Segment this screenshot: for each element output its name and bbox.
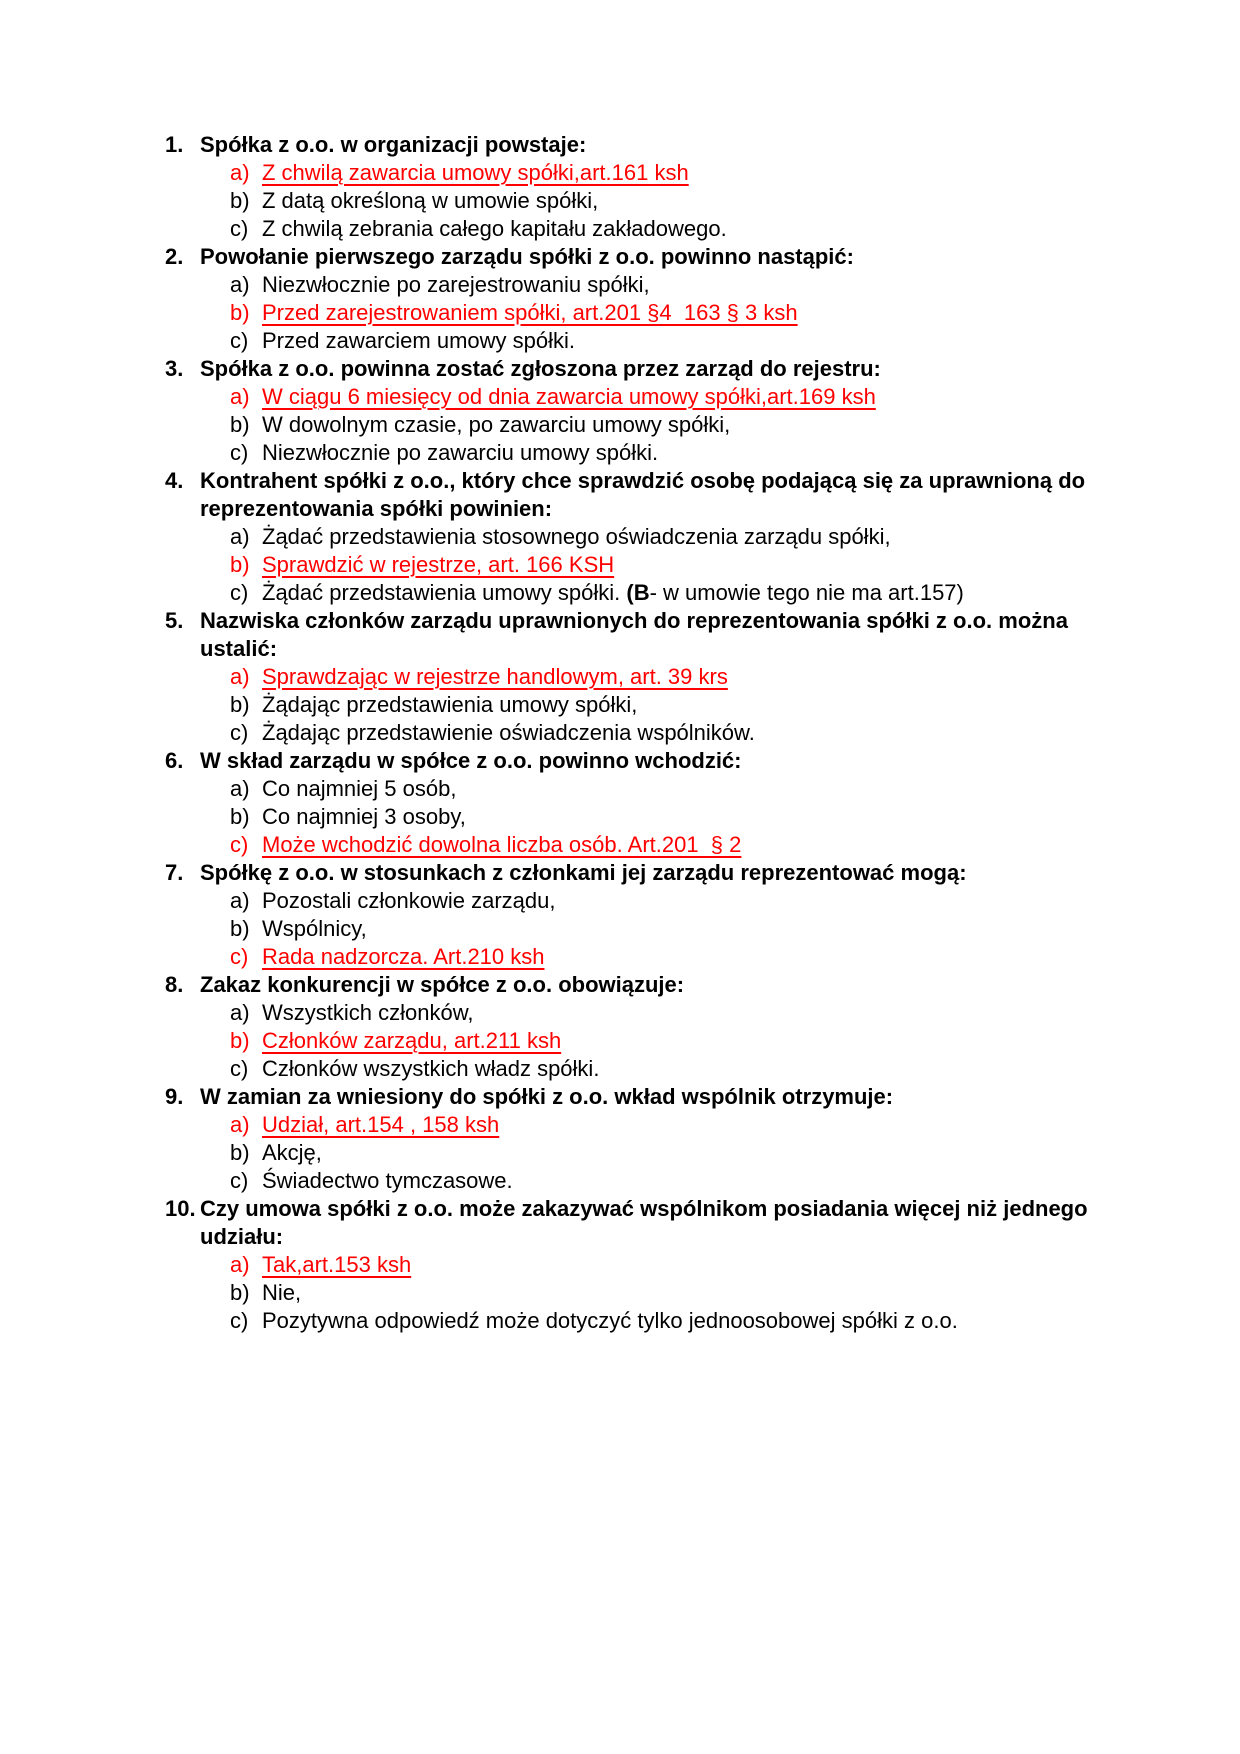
question-number: 1. bbox=[165, 132, 184, 157]
answer-text-part: Nie, bbox=[262, 1280, 302, 1305]
question-item bbox=[165, 355, 1090, 467]
answer-row bbox=[165, 215, 1090, 243]
question-text: Powołanie pierwszego zarządu spółki z o.o. powinno nastąpić: bbox=[200, 244, 854, 269]
question-row bbox=[165, 243, 1090, 271]
question-item bbox=[165, 243, 1090, 355]
answer-letter: b) bbox=[230, 412, 250, 437]
answer-text bbox=[262, 663, 1090, 691]
answer-letter: c) bbox=[230, 440, 249, 465]
answer-text-part: Członków zarządu, art.211 ksh bbox=[262, 1028, 562, 1053]
question-item bbox=[165, 971, 1090, 1083]
answer-text bbox=[262, 831, 1090, 859]
answer-text-part: Żądając przedstawienia umowy spółki, bbox=[262, 692, 638, 717]
answer-row bbox=[165, 1279, 1090, 1307]
answer-row bbox=[165, 187, 1090, 215]
question-number: 9. bbox=[165, 1084, 184, 1109]
answer-letter: b) bbox=[230, 188, 250, 213]
answer-text bbox=[262, 439, 1090, 467]
answer-text-part: Sprawdzić w rejestrze, art. 166 KSH bbox=[262, 552, 615, 577]
answer-row bbox=[165, 691, 1090, 719]
answer-text-part: Niezwłocznie po zawarciu umowy spółki. bbox=[262, 440, 659, 465]
question-item bbox=[165, 607, 1090, 747]
answer-letter: b) bbox=[230, 552, 250, 577]
question-number: 3. bbox=[165, 356, 184, 381]
question-text: W zamian za wniesiony do spółki z o.o. wkład wspólnik otrzymuje: bbox=[200, 1084, 894, 1109]
answer-letter: b) bbox=[230, 1140, 250, 1165]
answer-letter: b) bbox=[230, 1028, 250, 1053]
question-item bbox=[165, 131, 1090, 243]
question-text: Kontrahent spółki z o.o., który chce sprawdzić osobę podającą się za uprawnioną do reprezentowania spółki powinien: bbox=[200, 468, 1086, 521]
answer-row-correct bbox=[165, 383, 1090, 411]
question-row bbox=[165, 971, 1090, 999]
answer-row bbox=[165, 411, 1090, 439]
answer-text bbox=[262, 523, 1090, 551]
answer-row bbox=[165, 999, 1090, 1027]
answer-row bbox=[165, 1055, 1090, 1083]
answer-text bbox=[262, 383, 1090, 411]
answer-row-correct bbox=[165, 1111, 1090, 1139]
answer-row-correct bbox=[165, 159, 1090, 187]
answer-text bbox=[262, 1027, 1090, 1055]
answer-letter: a) bbox=[230, 160, 250, 185]
answer-text bbox=[262, 327, 1090, 355]
question-text: Spółka z o.o. powinna zostać zgłoszona przez zarząd do rejestru: bbox=[200, 356, 881, 381]
question-text: Spółka z o.o. w organizacji powstaje: bbox=[200, 132, 587, 157]
answer-text-part: Przed zawarciem umowy spółki. bbox=[262, 328, 575, 353]
answer-row-correct bbox=[165, 1027, 1090, 1055]
answer-letter: c) bbox=[230, 832, 249, 857]
answer-row-correct bbox=[165, 299, 1090, 327]
answer-text bbox=[262, 215, 1090, 243]
answer-text-part: Pozytywna odpowiedź może dotyczyć tylko jednoosobowej spółki z o.o. bbox=[262, 1308, 958, 1333]
answer-text-part: Z chwilą zawarcia umowy spółki,art.161 ksh bbox=[262, 160, 689, 185]
answer-text-part: Tak,art.153 ksh bbox=[262, 1252, 412, 1277]
answer-letter: c) bbox=[230, 944, 249, 969]
question-number: 5. bbox=[165, 608, 184, 633]
question-text: Nazwiska członków zarządu uprawnionych do reprezentowania spółki z o.o. można ustalić: bbox=[200, 608, 1068, 661]
answer-row bbox=[165, 915, 1090, 943]
answer-row bbox=[165, 327, 1090, 355]
answer-letter: a) bbox=[230, 524, 250, 549]
question-row bbox=[165, 607, 1090, 663]
question-number: 10. bbox=[165, 1196, 196, 1221]
answer-row bbox=[165, 887, 1090, 915]
question-item bbox=[165, 747, 1090, 859]
answer-text bbox=[262, 691, 1090, 719]
question-row bbox=[165, 1083, 1090, 1111]
answer-letter: b) bbox=[230, 916, 250, 941]
answer-letter: a) bbox=[230, 1000, 250, 1025]
question-row bbox=[165, 355, 1090, 383]
answer-row bbox=[165, 803, 1090, 831]
answer-text-part: Może wchodzić dowolna liczba osób. Art.201 § 2 bbox=[262, 832, 742, 857]
answer-letter: b) bbox=[230, 300, 250, 325]
answer-row bbox=[165, 1139, 1090, 1167]
answer-text bbox=[262, 1251, 1090, 1279]
answer-text-part: Członków wszystkich władz spółki. bbox=[262, 1056, 600, 1081]
answer-letter: c) bbox=[230, 1308, 249, 1333]
answer-text-part: Żądać przedstawienia umowy spółki. bbox=[262, 580, 627, 605]
answer-letter: c) bbox=[230, 720, 249, 745]
answer-letter: a) bbox=[230, 384, 250, 409]
answer-letter: c) bbox=[230, 216, 249, 241]
answer-letter: c) bbox=[230, 1056, 249, 1081]
answer-row bbox=[165, 439, 1090, 467]
answer-text bbox=[262, 271, 1090, 299]
answer-text-bold-part: (B bbox=[626, 580, 650, 605]
answer-text bbox=[262, 579, 1090, 607]
answer-text bbox=[262, 1111, 1090, 1139]
answer-letter: a) bbox=[230, 888, 250, 913]
answer-text-part: - w umowie tego nie ma art.157) bbox=[649, 580, 964, 605]
answer-text-part: Wspólnicy, bbox=[262, 916, 367, 941]
answer-text bbox=[262, 159, 1090, 187]
answer-text bbox=[262, 943, 1090, 971]
question-row bbox=[165, 467, 1090, 523]
answer-text bbox=[262, 1055, 1090, 1083]
answer-text bbox=[262, 719, 1090, 747]
answer-text bbox=[262, 1279, 1090, 1307]
answer-text bbox=[262, 551, 1090, 579]
answer-letter: a) bbox=[230, 1112, 250, 1137]
question-row bbox=[165, 131, 1090, 159]
question-text: Spółkę z o.o. w stosunkach z członkami jej zarządu reprezentować mogą: bbox=[200, 860, 967, 885]
answer-text bbox=[262, 775, 1090, 803]
answer-text-part: Pozostali członkowie zarządu, bbox=[262, 888, 556, 913]
question-number: 2. bbox=[165, 244, 184, 269]
answer-text bbox=[262, 999, 1090, 1027]
question-item bbox=[165, 1195, 1090, 1335]
answer-text-part: Rada nadzorcza. Art.210 ksh bbox=[262, 944, 545, 969]
answer-row-correct bbox=[165, 831, 1090, 859]
answer-row bbox=[165, 271, 1090, 299]
question-list bbox=[165, 131, 1090, 1335]
answer-text-part: Przed zarejestrowaniem spółki, art.201 §4 163 § 3 ksh bbox=[262, 300, 798, 325]
question-item bbox=[165, 467, 1090, 607]
answer-letter: a) bbox=[230, 664, 250, 689]
answer-letter: b) bbox=[230, 1280, 250, 1305]
answer-text-part: Sprawdzając w rejestrze handlowym, art. 39 krs bbox=[262, 664, 728, 689]
question-number: 4. bbox=[165, 468, 184, 493]
answer-text-part: Z datą określoną w umowie spółki, bbox=[262, 188, 599, 213]
answer-text bbox=[262, 299, 1090, 327]
answer-text bbox=[262, 1307, 1090, 1335]
question-text: Czy umowa spółki z o.o. może zakazywać wspólnikom posiadania więcej niż jednego udziału: bbox=[200, 1196, 1088, 1249]
answer-text bbox=[262, 915, 1090, 943]
answer-row bbox=[165, 1307, 1090, 1335]
answer-row bbox=[165, 1167, 1090, 1195]
question-item bbox=[165, 859, 1090, 971]
answer-letter: a) bbox=[230, 272, 250, 297]
question-item bbox=[165, 1083, 1090, 1195]
question-number: 6. bbox=[165, 748, 184, 773]
question-number: 7. bbox=[165, 860, 184, 885]
answer-text-part: Świadectwo tymczasowe. bbox=[262, 1168, 513, 1193]
answer-text-part: W ciągu 6 miesięcy od dnia zawarcia umowy spółki,art.169 ksh bbox=[262, 384, 876, 409]
question-row bbox=[165, 1195, 1090, 1251]
answer-text bbox=[262, 187, 1090, 215]
answer-row-correct bbox=[165, 943, 1090, 971]
answer-row bbox=[165, 775, 1090, 803]
answer-text-part: Akcję, bbox=[262, 1140, 322, 1165]
answer-text bbox=[262, 887, 1090, 915]
answer-text bbox=[262, 803, 1090, 831]
answer-row-correct bbox=[165, 663, 1090, 691]
answer-text bbox=[262, 1167, 1090, 1195]
answer-text-part: Niezwłocznie po zarejestrowaniu spółki, bbox=[262, 272, 650, 297]
answer-text-part: Z chwilą zebrania całego kapitału zakładowego. bbox=[262, 216, 727, 241]
answer-text-part: Co najmniej 5 osób, bbox=[262, 776, 457, 801]
answer-letter: b) bbox=[230, 804, 250, 829]
answer-text-part: W dowolnym czasie, po zawarciu umowy spółki, bbox=[262, 412, 731, 437]
answer-text-part: Co najmniej 3 osoby, bbox=[262, 804, 466, 829]
answer-text-part: Żądając przedstawienie oświadczenia wspólników. bbox=[262, 720, 755, 745]
question-row bbox=[165, 859, 1090, 887]
answer-letter: c) bbox=[230, 1168, 249, 1193]
answer-row-correct bbox=[165, 551, 1090, 579]
answer-row bbox=[165, 523, 1090, 551]
question-text: W skład zarządu w spółce z o.o. powinno wchodzić: bbox=[200, 748, 742, 773]
answer-letter: a) bbox=[230, 776, 250, 801]
question-row bbox=[165, 747, 1090, 775]
answer-text-part: Udział, art.154 , 158 ksh bbox=[262, 1112, 500, 1137]
answer-text-part: Żądać przedstawienia stosownego oświadczenia zarządu spółki, bbox=[262, 524, 891, 549]
answer-row bbox=[165, 719, 1090, 747]
answer-letter: c) bbox=[230, 328, 249, 353]
question-number: 8. bbox=[165, 972, 184, 997]
answer-row-correct bbox=[165, 1251, 1090, 1279]
question-text: Zakaz konkurencji w spółce z o.o. obowiązuje: bbox=[200, 972, 685, 997]
answer-text bbox=[262, 411, 1090, 439]
answer-row bbox=[165, 579, 1090, 607]
answer-letter: a) bbox=[230, 1252, 250, 1277]
answer-letter: b) bbox=[230, 692, 250, 717]
answer-letter: c) bbox=[230, 580, 249, 605]
answer-text bbox=[262, 1139, 1090, 1167]
answer-text-part: Wszystkich członków, bbox=[262, 1000, 474, 1025]
